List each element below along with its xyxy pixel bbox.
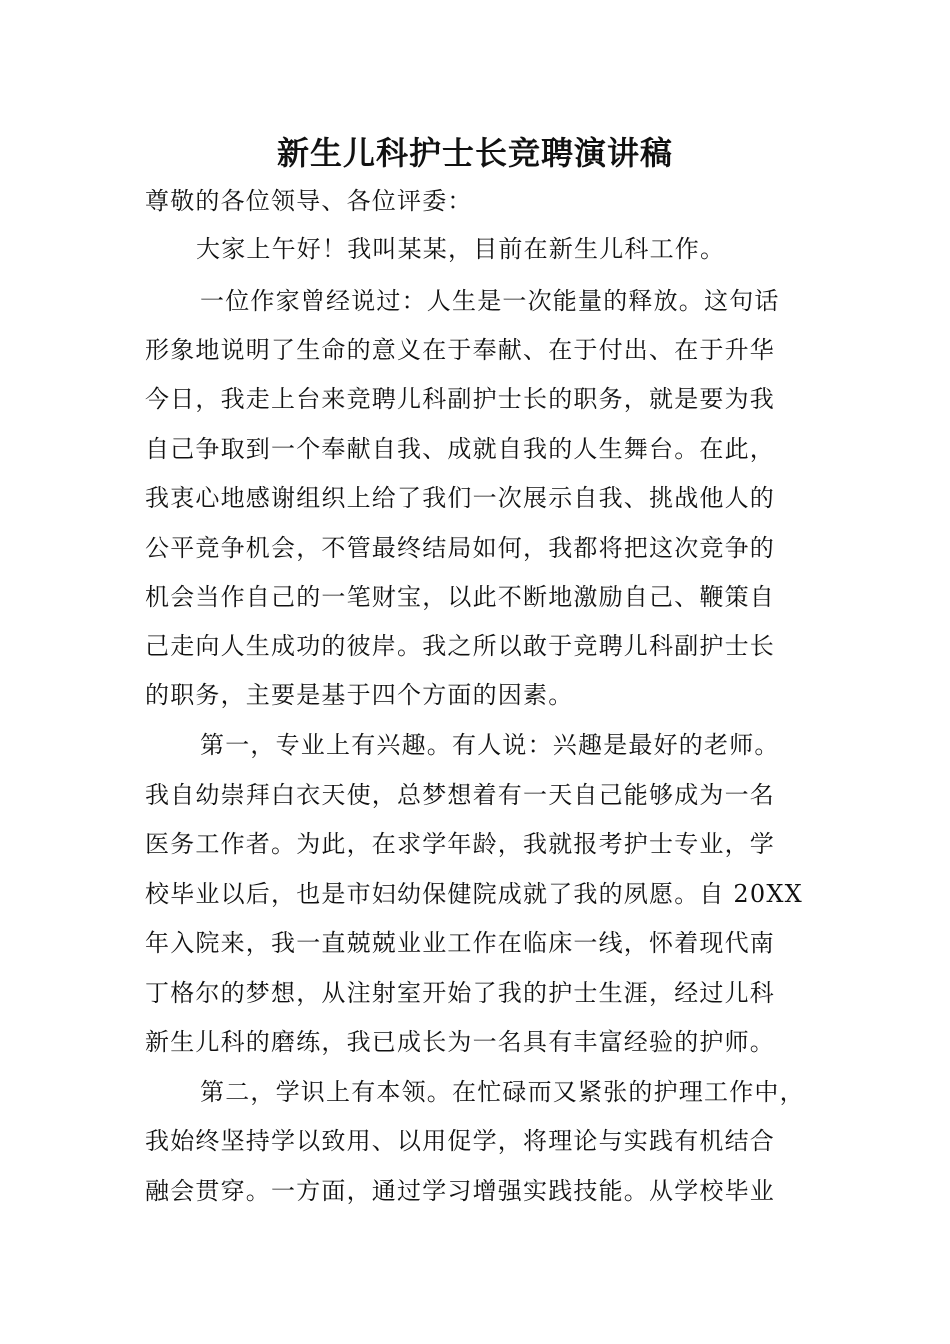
paragraph-line: 第一，专业上有兴趣。有人说：兴趣是最好的老师。: [200, 731, 780, 759]
paragraph-line: 丁格尔的梦想，从注射室开始了我的护士生涯，经过儿科: [145, 979, 775, 1007]
paragraph-line: 的职务，主要是基于四个方面的因素。: [145, 681, 574, 709]
paragraph-line: 公平竞争机会，不管最终结局如何，我都将把这次竞争的: [145, 534, 775, 562]
paragraph-line: 机会当作自己的一笔财宝，以此不断地激励自己、鞭策自: [145, 583, 775, 611]
paragraph-line: 一位作家曾经说过：人生是一次能量的释放。这句话: [200, 287, 780, 315]
paragraph-line: 我始终坚持学以致用、以用促学，将理论与实践有机结合: [145, 1127, 775, 1155]
paragraph-line: 校毕业以后，也是市妇幼保健院成就了我的夙愿。自 20XX: [145, 880, 803, 908]
paragraph-line: 己走向人生成功的彼岸。我之所以敢于竞聘儿科副护士长: [145, 632, 775, 660]
paragraph-line: 形象地说明了生命的意义在于奉献、在于付出、在于升华: [145, 336, 775, 364]
paragraph-line: 第二，学识上有本领。在忙碌而又紧张的护理工作中，: [200, 1078, 805, 1106]
paragraph-line: 融会贯穿。一方面，通过学习增强实践技能。从学校毕业: [145, 1177, 775, 1205]
paragraph-line: 我衷心地感谢组织上给了我们一次展示自我、挑战他人的: [145, 484, 775, 512]
paragraph-line: 自己争取到一个奉献自我、成就自我的人生舞台。在此，: [145, 435, 775, 463]
salutation: 尊敬的各位领导、各位评委：: [145, 187, 473, 215]
paragraph-line: 我自幼崇拜白衣天使，总梦想着有一天自己能够成为一名: [145, 781, 775, 809]
paragraph-line: 新生儿科的磨练，我已成长为一名具有丰富经验的护师。: [145, 1028, 775, 1056]
paragraph-line: 医务工作者。为此，在求学年龄，我就报考护士专业，学: [145, 830, 775, 858]
paragraph-line: 今日，我走上台来竞聘儿科副护士长的职务，就是要为我: [145, 385, 775, 413]
paragraph-line: 大家上午好！我叫某某，目前在新生儿科工作。: [196, 235, 726, 263]
paragraph-line: 年入院来，我一直兢兢业业工作在临床一线，怀着现代南: [145, 929, 775, 957]
document-title: 新生儿科护士长竞聘演讲稿: [276, 134, 673, 172]
